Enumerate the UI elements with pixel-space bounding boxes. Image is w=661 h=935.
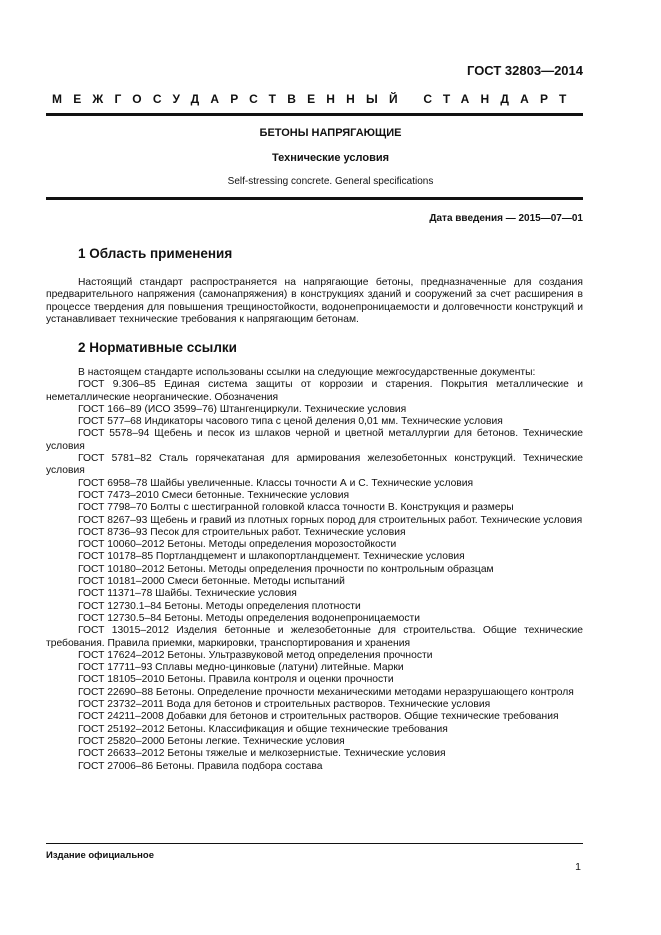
section-1-heading: 1 Область применения — [78, 246, 233, 261]
normative-references — [46, 367, 583, 773]
reference-item: ГОСТ 12730.1–84 Бетоны. Методы определения плотности — [78, 600, 361, 612]
reference-item: ГОСТ 25192–2012 Бетоны. Классификация и общие технические требования — [78, 723, 448, 735]
reference-item: ГОСТ 17624–2012 Бетоны. Ультразвуковой метод определения прочности — [78, 649, 433, 661]
reference-item: ГОСТ 26633–2012 Бетоны тяжелые и мелкозернистые. Технические условия — [78, 748, 446, 760]
document-code: ГОСТ 32803—2014 — [467, 63, 583, 78]
document-subtitle: Технические условия — [271, 152, 390, 164]
section-1-text: Настоящий стандарт распространяется на напрягающие бетоны, предназначенные для создания предварительного напряжения (самонапряжения) в конструкциях зданий и сооружений за счет расширения в процессе твердения для повышения трещиностойкости, водонепроницаемости и долговечности конструкций и устанавливает технические требования к напрягающим бетонам. — [46, 277, 583, 325]
reference-item: ГОСТ 8736–93 Песок для строительных работ. Технические условия — [78, 526, 406, 538]
reference-item: ГОСТ 166–89 (ИСО 3599–76) Штангенциркули. Технические условия — [78, 403, 407, 415]
reference-item: ГОСТ 12730.5–84 Бетоны. Методы определения водонепроницаемости — [78, 612, 421, 624]
top-rule — [46, 113, 583, 116]
reference-item: ГОСТ 8267–93 Щебень и гравий из плотных горных пород для строительных работ. Технические условия — [78, 514, 583, 526]
page-number: 1 — [575, 861, 581, 873]
interstate-standard-banner: МЕЖГОСУДАРСТВЕННЫЙ СТАНДАРТ — [52, 92, 578, 106]
reference-item: ГОСТ 7798–70 Болты с шестигранной головкой класса точности В. Конструкция и размеры — [78, 502, 514, 514]
section-2-heading: 2 Нормативные ссылки — [78, 340, 237, 355]
reference-item: ГОСТ 11371–78 Шайбы. Технические условия — [78, 588, 297, 600]
reference-item: ГОСТ 9.306–85 Единая система защиты от коррозии и старения. Покрытия металлические и неметаллические неорганические. Обозначения — [46, 379, 583, 403]
reference-item: ГОСТ 25820–2000 Бетоны легкие. Технические условия — [78, 735, 345, 747]
document-title: БЕТОНЫ НАПРЯГАЮЩИЕ — [259, 127, 402, 139]
reference-item: ГОСТ 7473–2010 Смеси бетонные. Технические условия — [78, 489, 350, 501]
reference-item: ГОСТ 10060–2012 Бетоны. Методы определения морозостойкости — [78, 539, 397, 551]
reference-item: ГОСТ 27006–86 Бетоны. Правила подбора состава — [78, 760, 323, 772]
references-intro: В настоящем стандарте использованы ссылки на следующие межгосударственные документы: — [78, 367, 536, 378]
reference-item: ГОСТ 18105–2010 Бетоны. Правила контроля и оценки прочности — [78, 674, 394, 686]
reference-item: ГОСТ 17711–93 Сплавы медно-цинковые (латуни) литейные. Марки — [78, 662, 404, 674]
reference-item: ГОСТ 24211–2008 Добавки для бетонов и строительных растворов. Общие технические требования — [78, 711, 559, 723]
reference-item: ГОСТ 5781–82 Сталь горячекатаная для армирования железобетонных конструкций. Технические условия — [46, 453, 583, 477]
reference-item: ГОСТ 10181–2000 Смеси бетонные. Методы испытаний — [78, 576, 345, 588]
reference-item: ГОСТ 23732–2011 Вода для бетонов и строительных растворов. Технические условия — [78, 699, 491, 711]
title-bottom-rule — [46, 197, 583, 200]
reference-item: ГОСТ 10180–2012 Бетоны. Методы определения прочности по контрольным образцам — [78, 563, 494, 575]
reference-item: ГОСТ 5578–94 Щебень и песок из шлаков черной и цветной металлургии для бетонов. Технические условия — [46, 428, 583, 452]
introduction-date: Дата введения — 2015—07—01 — [429, 213, 583, 224]
official-edition-label: Издание официальное — [46, 850, 154, 861]
reference-item: ГОСТ 13015–2012 Изделия бетонные и железобетонные для строительства. Общие технические требования. Правила приемки, маркировки, транспортирования и хранения — [46, 625, 583, 649]
reference-item: ГОСТ 577–68 Индикаторы часового типа с ценой деления 0,01 мм. Технические условия — [78, 416, 503, 428]
reference-item: ГОСТ 10178–85 Портландцемент и шлакопортландцемент. Технические условия — [78, 551, 465, 563]
reference-item: ГОСТ 22690–88 Бетоны. Определение прочности механическими методами неразрушающего контроля — [78, 686, 574, 698]
footer-rule — [46, 843, 583, 844]
reference-item: ГОСТ 6958–78 Шайбы увеличенные. Классы точности А и С. Технические условия — [78, 477, 474, 489]
english-title: Self-stressing concrete. General specifications — [227, 176, 434, 187]
